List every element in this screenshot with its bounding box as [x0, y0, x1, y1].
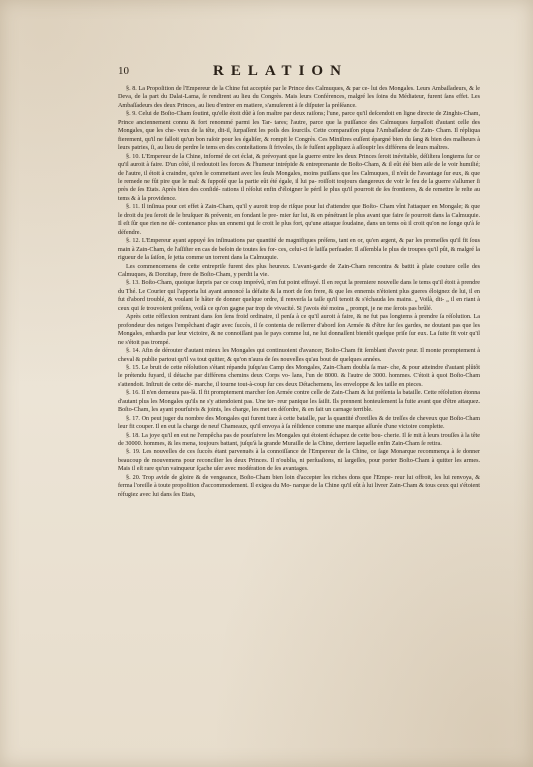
- paragraph-11: §. 11. Il inſinua pour cet effet à Zain-Cham, qu'il y auroit trop de riſque pour lui d'attendre que Boſto- Cham vînt l'attaquer en Mongale; & que le droit du jeu ſeroit de le bruſquer & prévenir, en fondant le pre- mier ſur lui, & en pénétrant le plus avant que faire ſe pourroit dans la Calmuquie. Il eſt ſûr que rien ne dé- contenance plus un ennemi qui ſe croit le plus fort, qu'une attaque ſoudaine, dans un tems où il croit qu'on ne ſonge qu'à ſe défendre.: [118, 204, 480, 236]
- paragraph-12: §. 12. L'Empereur ayant appuyé ſes inſinuations par quantité de magnifiques préſens, tant en or, qu'en argent, & par les promeſſes qu'il fit ſous main à Zain-Cham, de l'aſſiſter en cas de beſoin de toutes ſes for- ces, celui-ci ſe laiſſa perſuader. Il aſſembla le plus de troupes qu'il pût, & malgré la rigueur de la ſaiſon, ſe jetta comme un torrent dans la Calmuquie.: [118, 238, 480, 262]
- paragraph-15: §. 15. Le bruit de cette réſolution s'étant répandu juſqu'au Camp des Mongales, Zain-Cham doubla ſa mar- che, & pour atteindre d'autant plûtôt le prétendu fuyard, il détache par différens chemins deux Corps vo- lans, l'un de 8000. & l'autre de 3000. hommes. C'étoit à quoi Boſto-Cham s'attendoit. Inſtruit de cette dé- marche, il tourne tout-à-coup ſur ces deux Détachemens, les enveloppe & les taille en pieces.: [118, 364, 480, 388]
- paragraph-13b: Après cette réflexion rentrant dans ſon ſens froid ordinaire, il penſa à ce qu'il auroit à faire, & ne fut pas longtems à prendre ſa réſolution. La profondeur des neiges l'empêchant d'agir avec ſuccès, il ſe contenta de reſſerrer d'abord ſon Armée & d'être ſur ſes gardes, ne doutant pas que les Mongales, enhardis par leur victoire, & ne connoiſſant pas le pays comme lui, ne lui donnaſſent bientôt quelque priſe ſur eux. La ſuite fit voir qu'il ne s'étoit pas trompé.: [118, 314, 480, 346]
- running-title: RELATION: [213, 63, 348, 79]
- paragraph-20: §. 20. Trop avide de gloire & de vengeance, Boſto-Cham bien loin d'accepter les riches dons que l'Empe- reur lui offroit, les lui renvoya, & ferma l'oreille à toute propoſition d'accommodement. Il exigea du Mo- narque de la Chine qu'il eût à lui livrer Zain-Cham & tous ceux qui s'étoient réfugiez avec lui dans ſes Etats,: [118, 474, 480, 498]
- page-number: 10: [118, 65, 129, 77]
- paragraph-8: §. 8. La Propoſition de l'Empereur de la Chine fut acceptée par le Prince des Calmuques, & par ce- lui des Mongales. Leurs Ambaſſadeurs, & le Deva, de la part du Dalai-Lama, ſe rendirent au lieu du Congrès. Mais leurs Conférences, malgré les ſoins du Médiateur, furent ſans effet. Les Ambaſſadeurs des deux Princes, au lieu d'entrer en matiere, s'amuſerent à ſe diſputer la préſéance.: [118, 86, 480, 109]
- paragraph-19: §. 19. Les nouvelles de ces ſuccès étant parvenuës à la connoiſſance de l'Empereur de la Chine, ce ſage Monarque recommença à ſe donner beaucoup de mouvemens pour reconcilier les deux Princes. Il n'oublia, ni perſuaſions, ni largeſſes, pour porter Boſto-Cham à quitter les armes. Mais il eſt rare qu'un vainqueur ſçache uſer avec modération de ſes avantages.: [118, 449, 480, 473]
- paragraph-14: §. 14. Afin de dérouter d'autant mieux les Mongales qui continuoient d'avancer, Boſto-Cham fit ſemblant d'avoir peur. Il monte promptement à cheval & publie partout qu'il va tout quitter, & qu'on n'aura de ſes nouvelles qu'au bout de quelques années.: [118, 348, 480, 363]
- paragraph-16: §. 16. Il n'en demeura pas-là. Il fit promptement marcher ſon Armée contre celle de Zain-Cham & lui préſenta la bataille. Cette réſolution étonna d'autant plus les Mongales qu'ils ne s'y attendoient pas. Une ter- reur panique les ſaiſit. Ils prennent honteuſement la fuite avant que d'être attaquez. Boſto-Cham, les ayant pourſuivis & joints, les charge, les met en déſordre, & en fait un carnage terrible.: [118, 390, 480, 414]
- paragraph-13: §. 13. Boſto-Cham, quoique ſurpris par ce coup imprévû, n'en fut point effrayé. Il en reçut la premiere nouvelle dans le tems qu'il étoit à prendre du Thé. Le Courier qui l'apporta lui ayant annoncé la défaite & la mort de ſon frere, & que les ennemis n'étoient plus gueres éloignez de lui, il en fut d'abord troublé, & voulant le hâter de donner quelque ordre, il renverſa la taſſe qu'il tenoit & s'échauda les mains. „ Voilà, dit- „ il en riant à ceux qui ſe trouvoient préſens, voilà ce qu'on gagne par trop de vivacité. Si j'avois été moins „ prompt, je ne me ſerois pas brûlé.: [118, 280, 480, 312]
- paragraph-9: §. 9. Celui de Boſto-Cham ſoutint, qu'elle étoit dûë à ſon maître par deux raiſons; l'une, parce qu'il deſcendoit en ligne directe de Zinghis-Cham, Prince anciennement connu & fort renommé parmi les Tar- tares; l'autre, parce que la puiſſance des Calmuques ſurpaſſoit d'autant celle des Mongales, que les che- veux de la tête, dit-il, ſurpaſſent les poils des ſourcils. Cette comparaiſon piqua l'Ambaſſadeur de Zain- Cham. Il répliqua fierement, qu'il ne falloit qu'un bon raſoir pour les égaliſer, & rompit le Congrès. Ces Miniſtres euſſent épargné bien du ſang & bien des malheurs à leurs patries, ſi, au lieu de perdre le tems en des conteſtations ſi frivoles, ils ſe fuſſent appliquez à aſſoupir les différens de leurs maîtres.: [118, 111, 480, 152]
- body-text: [118, 85, 480, 729]
- page-header: [118, 63, 478, 81]
- paragraph-18: §. 18. La joye qu'il en eut ne l'empêcha pas de pourſuivre les Mongales qui étoient échapez de cette bou- cherie. Il ſe mit à leurs trouſſes à la tête de 30000. hommes, & les mena, toujours battant, juſqu'à la grande Muraille de la Chine, derriere laquelle enfin Zain-Cham ſe retira.: [118, 432, 480, 448]
- paragraph-10: §. 10. L'Empereur de la Chine, informé de cet éclat, & prévoyant que la guerre entre les deux Princes ſeroit inévitable, déſiſtera longtems ſur ce qu'il auroit à faire. D'un côté, il redoutoit les forces & l'humeur intrépide & entreprenante de Boſto-Cham, & il eût été bien aiſe de le voir humilié; de l'autre, il étoit à craindre, qu'en le commettant avec les ſeuls Mongales, moins puiſſans que les Calmuques, il n'eût de l'avantage ſur eux, & que le remede ne fût pire que le mal: & ſuppoſé que la partie eût été égale, il lui pa- roiſſoit toujours dangereux de voir le feu de la guerre s'allumer ſi près de ſes Etats. Après bien des conſidé- rations il réſolut enfin d'éloigner le péril le plus qu'il pourroit de ſes frontieres, & de remettre le reſte au tems & à la providence.: [118, 153, 480, 202]
- paragraph-17: §. 17. On peut juger du nombre des Mongales qui furent tuez à cette bataille, par la quantité d'oreilles & de treſſes de cheveux que Boſto-Cham leur fit couper. Il en eut la charge de neuf Chameaux, qu'il envoya à ſa réſidence comme une marque aſſurée d'une victoire complette.: [118, 415, 480, 431]
- paragraph-12b: Les commencemens de cette entrepriſe furent des plus heureux. L'avant-garde de Zain-Cham rencontra & battit à plate couture celle des Calmuques, & Dorzitap, frere de Boſto-Cham, y perdit la vie.: [118, 263, 480, 278]
